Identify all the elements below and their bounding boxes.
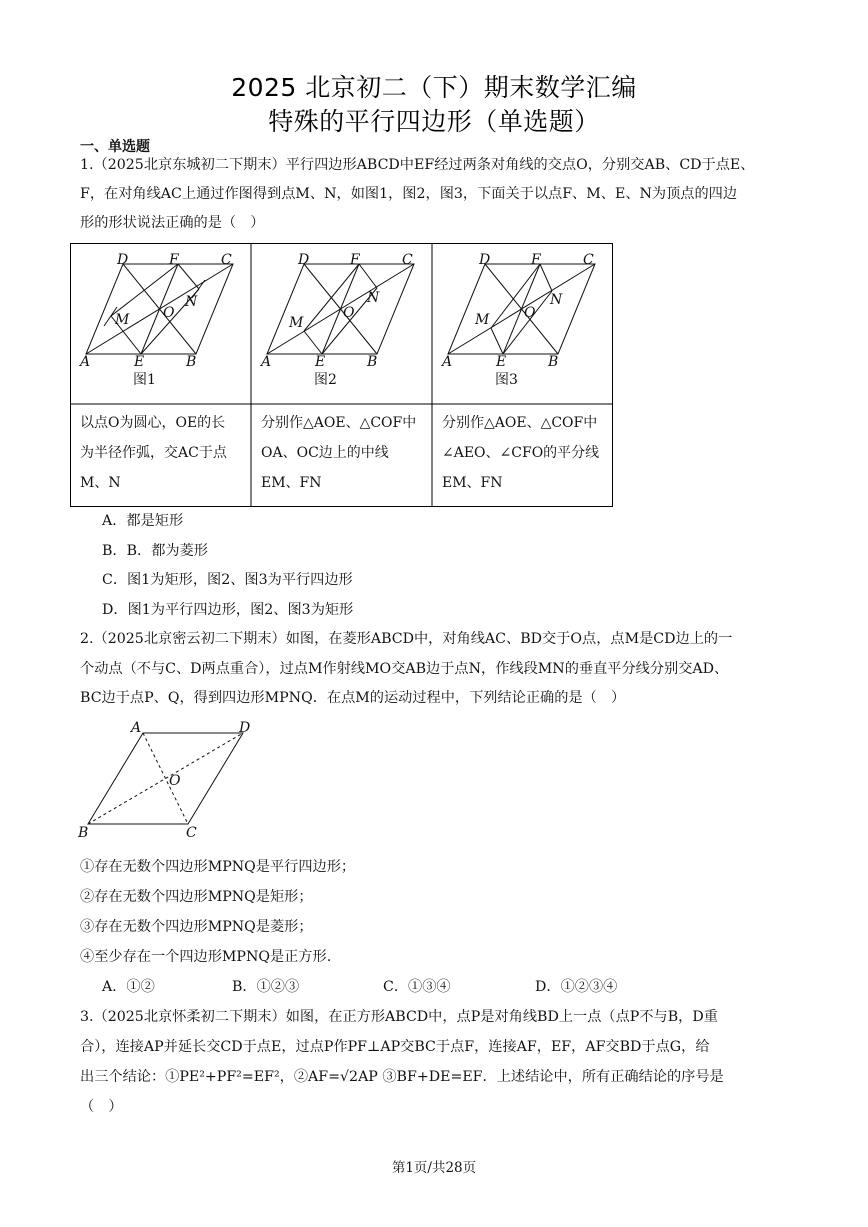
q2-label-B: B xyxy=(78,825,89,841)
q2-label-D: D xyxy=(239,720,251,736)
fig1-desc-line3: M、N xyxy=(80,475,121,491)
fig1-label-N: N xyxy=(185,294,198,310)
fig3-label-N: N xyxy=(550,292,563,308)
fig2-label-F: F xyxy=(350,252,360,268)
q1-option-d[interactable]: D．图1为平行四边形，图2、图3为矩形 xyxy=(102,602,354,618)
q2-label-A: A xyxy=(131,720,142,736)
fig3-desc-line2: ∠AEO、∠CFO的平分线 xyxy=(442,445,600,461)
fig2-desc-line3: EM、FN xyxy=(261,475,322,491)
fig3-label-F: F xyxy=(531,252,541,268)
figure-1 xyxy=(71,244,251,404)
fig3-label-A: A xyxy=(442,354,453,370)
fig3-label-B: B xyxy=(548,354,559,370)
fig2-label-M: M xyxy=(289,315,304,331)
q1-text-line2: F，在对角线AC上通过作图得到点M、N，如图1，图2，图3，下面关于以点F、M、E、N为顶点的四边 xyxy=(80,186,738,202)
q2-option-b[interactable]: B．①②③ xyxy=(232,979,300,995)
q2-option-c[interactable]: C．①③④ xyxy=(383,979,451,995)
figure-2 xyxy=(252,244,432,404)
q2-option-a[interactable]: A．①② xyxy=(102,979,155,995)
q2-statement-1: ①存在无数个四边形MPNQ是平行四边形； xyxy=(80,859,356,875)
fig3-caption: 图3 xyxy=(495,372,518,388)
q1-option-b[interactable]: B．B．都为菱形 xyxy=(102,543,208,559)
fig2-caption: 图2 xyxy=(314,372,337,388)
fig2-label-N: N xyxy=(367,290,380,306)
fig2-label-O: O xyxy=(343,305,355,321)
fig1-desc-line1: 以点O为圆心，OE的长 xyxy=(80,415,226,431)
fig1-caption: 图1 xyxy=(133,372,156,388)
q2-statement-3: ③存在无数个四边形MPNQ是菱形； xyxy=(80,919,313,935)
fig1-description xyxy=(80,408,227,498)
q2-statement-2: ②存在无数个四边形MPNQ是矩形； xyxy=(80,889,313,905)
fig3-label-D: D xyxy=(479,252,491,268)
document-title-line2: 特殊的平行四边形（单选题） xyxy=(268,107,600,136)
fig2-label-C: C xyxy=(402,252,413,268)
fig1-label-M: M xyxy=(115,312,130,328)
fig3-label-M: M xyxy=(475,312,490,328)
figure-3 xyxy=(433,244,613,404)
q3-text-line1: 3.（2025北京怀柔初二下期末）如图，在正方形ABCD中，点P是对角线BD上一点（点P不与B，D重 xyxy=(80,1009,718,1025)
fig1-label-D: D xyxy=(117,252,129,268)
fig2-label-A: A xyxy=(261,354,272,370)
fig2-desc-line1: 分别作△AOE、△COF中 xyxy=(261,415,417,431)
fig2-label-D: D xyxy=(298,252,310,268)
q1-text-line3: 形的形状说法正确的是（ ） xyxy=(80,215,265,231)
fig1-label-O: O xyxy=(163,305,175,321)
fig1-label-C: C xyxy=(221,252,232,268)
fig2-label-E: E xyxy=(315,354,326,370)
q2-option-d[interactable]: D．①②③④ xyxy=(535,979,618,995)
q3-text-line4: （ ） xyxy=(80,1099,123,1115)
fig3-label-O: O xyxy=(524,305,536,321)
document-title-line1: 2025 北京初二（下）期末数学汇编 xyxy=(231,73,637,102)
q2-label-C: C xyxy=(186,825,197,841)
q3-text-line2: 合），连接AP并延长交CD于点E，过点P作PF⊥AP交BC于点F，连接AF，EF，AF交BD于点G，给 xyxy=(80,1039,710,1055)
q3-text-line3: 出三个结论：①PE²+PF²=EF²，②AF=√2AP ③BF+DE=EF．上述结论中，所有正确结论的序号是 xyxy=(80,1069,724,1085)
q2-text-line3: BC边于点P、Q，得到四边形MPNQ．在点M的运动过程中，下列结论正确的是（ ） xyxy=(80,690,626,706)
fig2-desc-line2: OA、OC边上的中线 xyxy=(261,445,389,461)
fig3-label-C: C xyxy=(583,252,594,268)
q2-statement-4: ④至少存在一个四边形MPNQ是正方形. xyxy=(80,949,332,965)
fig2-label-B: B xyxy=(367,354,378,370)
q1-figure-table xyxy=(70,243,613,507)
section-heading: 一、单选题 xyxy=(80,139,150,155)
fig1-label-A: A xyxy=(80,354,91,370)
q1-option-a[interactable]: A．都是矩形 xyxy=(102,513,184,529)
fig1-label-B: B xyxy=(186,354,197,370)
fig3-label-E: E xyxy=(496,354,507,370)
fig1-label-F: F xyxy=(169,252,179,268)
fig1-label-E: E xyxy=(134,354,145,370)
q1-text-line1: 1.（2025北京东城初二下期末）平行四边形ABCD中EF经过两条对角线的交点O，分别交AB、CD于点E、 xyxy=(80,157,755,173)
fig3-desc-line3: EM、FN xyxy=(442,475,503,491)
fig1-desc-line2: 为半径作弧，交AC于点 xyxy=(80,445,227,461)
fig3-description xyxy=(442,408,599,498)
q2-rhombus-figure xyxy=(75,714,260,842)
page-number: 第1页/共28页 xyxy=(391,1160,477,1176)
fig2-description xyxy=(261,408,416,498)
q1-option-c[interactable]: C．图1为矩形，图2、图3为平行四边形 xyxy=(102,572,353,588)
q2-text-line1: 2.（2025北京密云初二下期末）如图，在菱形ABCD中，对角线AC、BD交于O点，点M是CD边上的一 xyxy=(80,631,733,647)
fig3-desc-line1: 分别作△AOE、△COF中 xyxy=(442,415,598,431)
q2-text-line2: 个动点（不与C、D两点重合），过点M作射线MO交AB边于点N，作线段MN的垂直平分线分别交AD、 xyxy=(80,661,729,677)
q2-label-O: O xyxy=(169,773,181,789)
